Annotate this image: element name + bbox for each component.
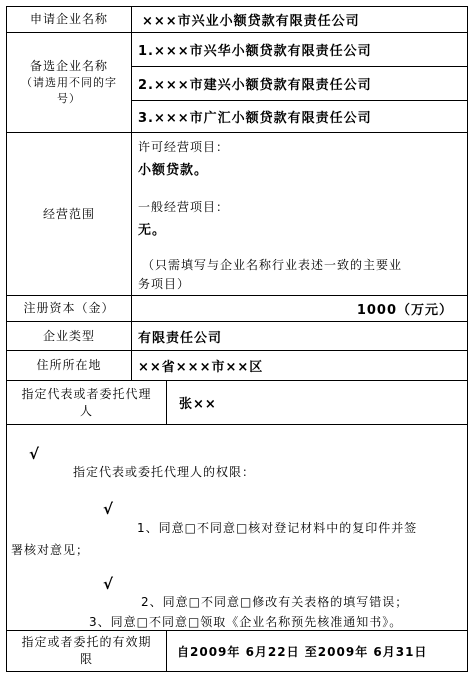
applicant-name-value: ×××市兴业小额贷款有限责任公司 <box>131 6 468 33</box>
agent-label-line2: 人 <box>79 403 93 418</box>
applicant-name-label: 申请企业名称 <box>6 6 132 33</box>
agent-label-line1: 指定代表或者委托代理 <box>21 386 152 401</box>
business-scope-note-line1: （只需填写与企业名称行业表述一致的主要业 <box>142 258 403 272</box>
company-type-label: 企业类型 <box>6 321 132 351</box>
alternative-names-label-cell <box>6 32 132 133</box>
alternative-name-1: 1.×××市兴华小额贷款有限责任公司 <box>131 32 468 67</box>
business-scope-label: 经营范围 <box>6 132 132 296</box>
authority-item1-line2: 署核对意见； <box>11 543 90 557</box>
registered-capital-label: 注册资本（金） <box>6 295 132 322</box>
authority-item3: 3、同意□不同意□领取《企业名称预先核准通知书》。 <box>89 615 403 629</box>
check-mark-icon: √ <box>29 445 40 463</box>
business-scope-content <box>131 132 468 296</box>
registered-capital-value: 1000（万元） <box>131 295 468 322</box>
agent-label-cell <box>6 380 167 425</box>
agent-value: 张×× <box>166 380 468 425</box>
domicile-value: ××省×××市××区 <box>131 350 468 381</box>
authority-section <box>6 424 468 631</box>
validity-label-line2: 限 <box>79 652 93 666</box>
alternative-names-note: （请选用不同的字号） <box>21 76 117 105</box>
company-type-value: 有限责任公司 <box>131 321 468 351</box>
validity-label-cell <box>6 630 167 672</box>
general-items-value: 无。 <box>138 223 167 238</box>
licensed-items-title: 许可经营项目： <box>138 140 230 154</box>
validity-label-line1: 指定或者委托的有效期 <box>21 635 152 649</box>
authority-title: 指定代表或委托代理人的权限： <box>73 465 256 479</box>
authority-item2: 2、同意□不同意□修改有关表格的填写错误； <box>141 595 409 609</box>
domicile-label: 住所所在地 <box>6 350 132 381</box>
check-mark-icon: √ <box>103 500 114 518</box>
alternative-name-2: 2.×××市建兴小额贷款有限责任公司 <box>131 66 468 101</box>
validity-value: 自2009年 6月22日 至2009年 6月31日 <box>166 630 468 672</box>
general-items-title: 一般经营项目： <box>138 200 230 214</box>
alternative-names-label: 备选企业名称 <box>29 59 108 73</box>
authority-item1-line1: 1、同意□不同意□核对登记材料中的复印件并签 <box>137 521 418 535</box>
business-scope-note-line2: 务项目） <box>138 277 191 291</box>
check-mark-icon: √ <box>103 575 114 593</box>
licensed-items-value: 小额贷款。 <box>138 163 209 178</box>
alternative-name-3: 3.×××市广汇小额贷款有限责任公司 <box>131 100 468 133</box>
